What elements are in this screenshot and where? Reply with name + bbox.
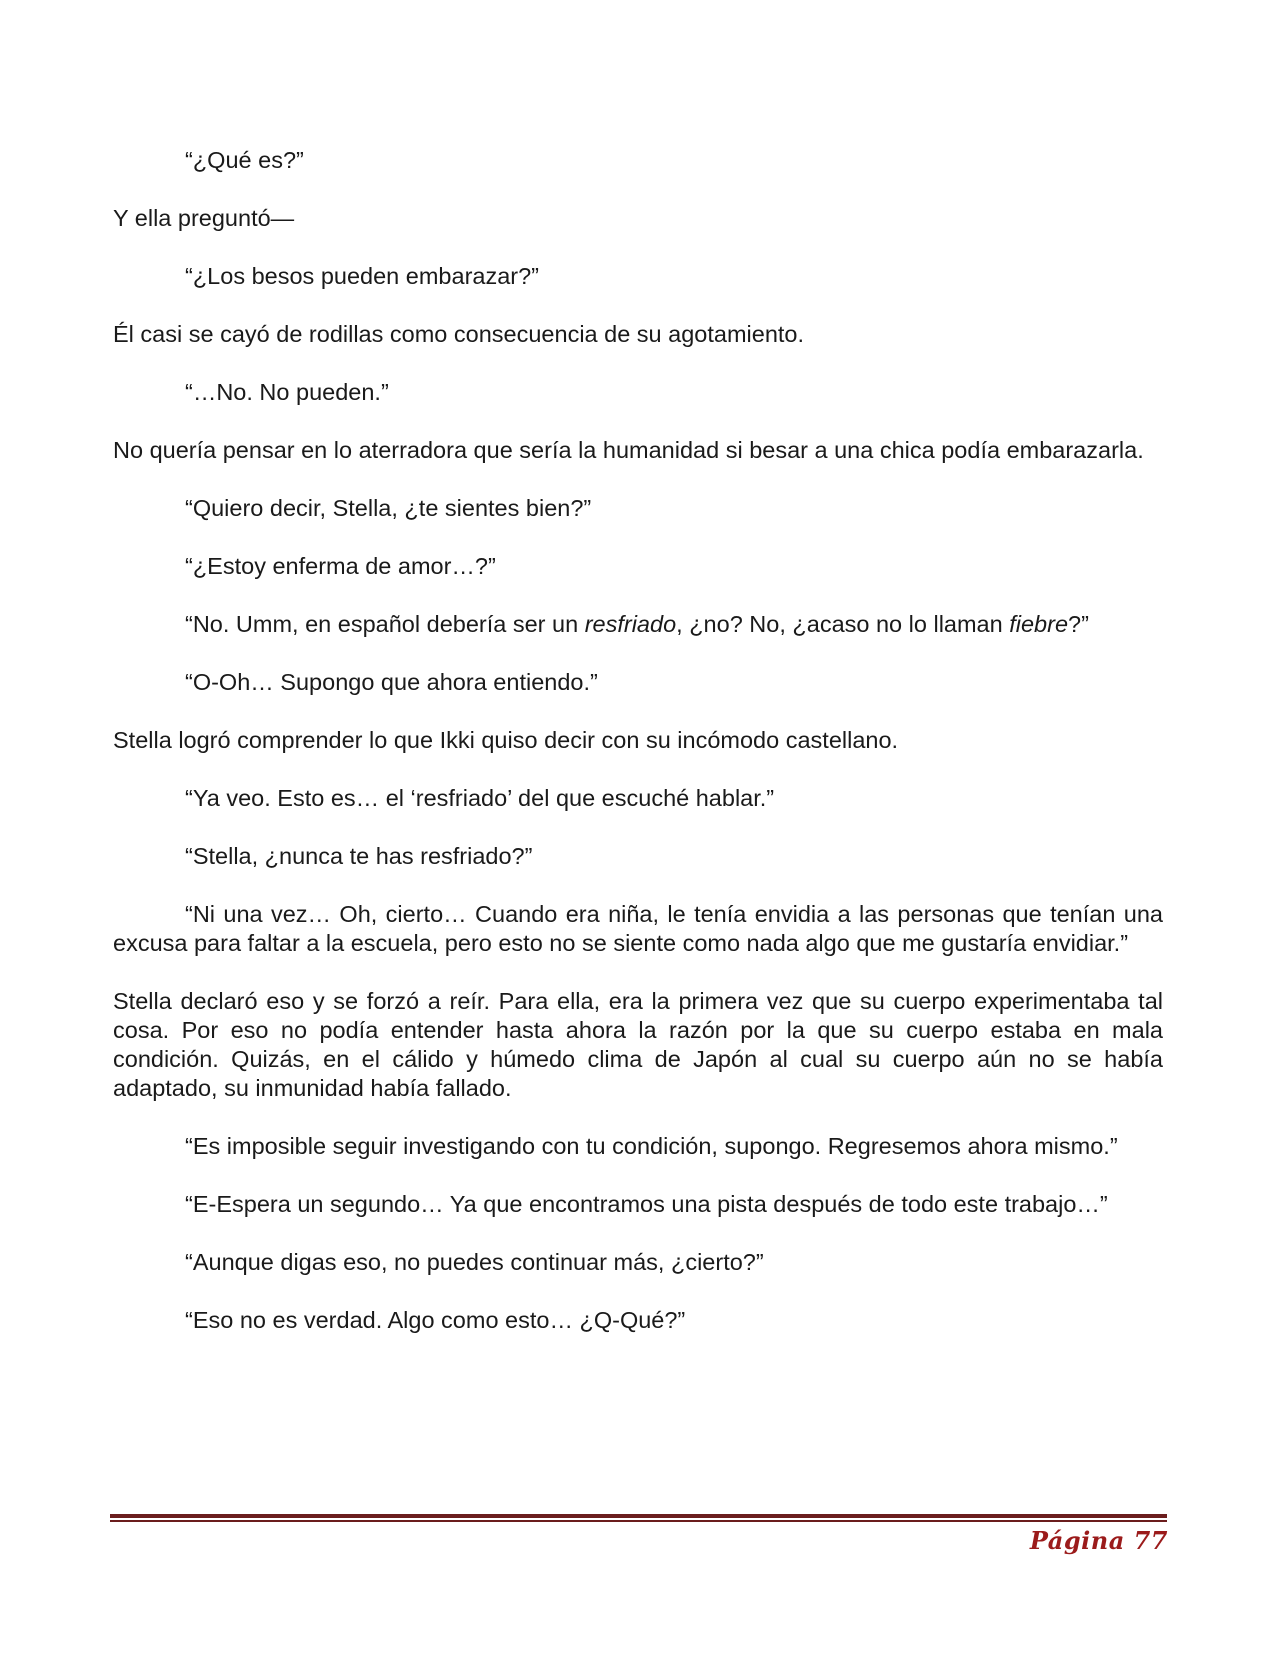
dialogue-paragraph <box>113 668 1163 697</box>
page-number: Página 77 <box>1029 1526 1168 1555</box>
dialogue-paragraph <box>113 784 1163 813</box>
paragraph-text: “…No. No pueden.” <box>185 379 389 405</box>
paragraph-text: “Stella, ¿nunca te has resfriado?” <box>185 843 533 869</box>
paragraph-text: “Aunque digas eso, no puedes continuar más, ¿cierto?” <box>185 1249 764 1275</box>
paragraph-text: ?” <box>1068 611 1089 637</box>
italic-text: fiebre <box>1009 611 1069 637</box>
dialogue-paragraph <box>113 262 1163 291</box>
paragraph-text: Y ella preguntó— <box>113 205 295 231</box>
italic-text: resfriado <box>584 611 677 637</box>
paragraph-text: “Ni una vez… Oh, cierto… Cuando era niña, le tenía envidia a las personas que tenían una excusa para faltar a la escuela, pero esto no se siente como nada algo que me gustaría envidiar.” <box>113 901 1163 956</box>
dialogue-paragraph <box>113 1190 1163 1219</box>
paragraph-text: “E-Espera un segundo… Ya que encontramos una pista después de todo este trabajo…” <box>185 1191 1108 1217</box>
paragraph-text: “No. Umm, en español debería ser un <box>185 611 585 637</box>
dialogue-paragraph <box>113 842 1163 871</box>
paragraph-text: “Es imposible seguir investigando con tu condición, supongo. Regresemos ahora mismo.” <box>185 1133 1118 1159</box>
paragraph-text: “¿Estoy enferma de amor…?” <box>185 553 496 579</box>
dialogue-paragraph <box>113 1248 1163 1277</box>
dialogue-paragraph <box>113 1132 1163 1161</box>
paragraph-text: Stella logró comprender lo que Ikki quiso decir con su incómodo castellano. <box>113 727 899 753</box>
dialogue-paragraph <box>113 900 1163 958</box>
narration-paragraph <box>113 436 1163 465</box>
paragraph-text: “¿Qué es?” <box>185 147 304 173</box>
paragraph-text: “Ya veo. Esto es… el ‘resfriado’ del que escuché hablar.” <box>185 785 775 811</box>
paragraph-text: “Quiero decir, Stella, ¿te sientes bien?” <box>185 495 592 521</box>
dialogue-paragraph <box>113 552 1163 581</box>
dialogue-paragraph <box>113 610 1163 639</box>
paragraph-text: “Eso no es verdad. Algo como esto… ¿Q-Qué?” <box>185 1307 686 1333</box>
dialogue-paragraph <box>113 1306 1163 1335</box>
paragraph-text: Stella declaró eso y se forzó a reír. Para ella, era la primera vez que su cuerpo experimentaba tal cosa. Por eso no podía entender hasta ahora la razón por la que su cuerpo estaba en mala condición. Quizás, en el cálido y húmedo clima de Japón al cual su cuerpo aún no se había adaptado, su inmunidad había fallado. <box>113 988 1163 1101</box>
narration-paragraph <box>113 987 1163 1103</box>
dialogue-paragraph <box>113 378 1163 407</box>
narration-paragraph <box>113 726 1163 755</box>
paragraph-text: Él casi se cayó de rodillas como consecuencia de su agotamiento. <box>113 321 805 347</box>
footer-divider <box>110 1514 1167 1522</box>
dialogue-paragraph <box>113 146 1163 175</box>
paragraph-text: No quería pensar en lo aterradora que sería la humanidad si besar a una chica podía embarazarla. <box>113 437 1144 463</box>
paragraph-text: , ¿no? No, ¿acaso no lo llaman <box>676 611 1010 637</box>
paragraph-text: “¿Los besos pueden embarazar?” <box>185 263 540 289</box>
dialogue-paragraph <box>113 494 1163 523</box>
body-text <box>113 146 1163 1364</box>
narration-paragraph <box>113 204 1163 233</box>
paragraph-text: “O-Oh… Supongo que ahora entiendo.” <box>185 669 598 695</box>
narration-paragraph <box>113 320 1163 349</box>
